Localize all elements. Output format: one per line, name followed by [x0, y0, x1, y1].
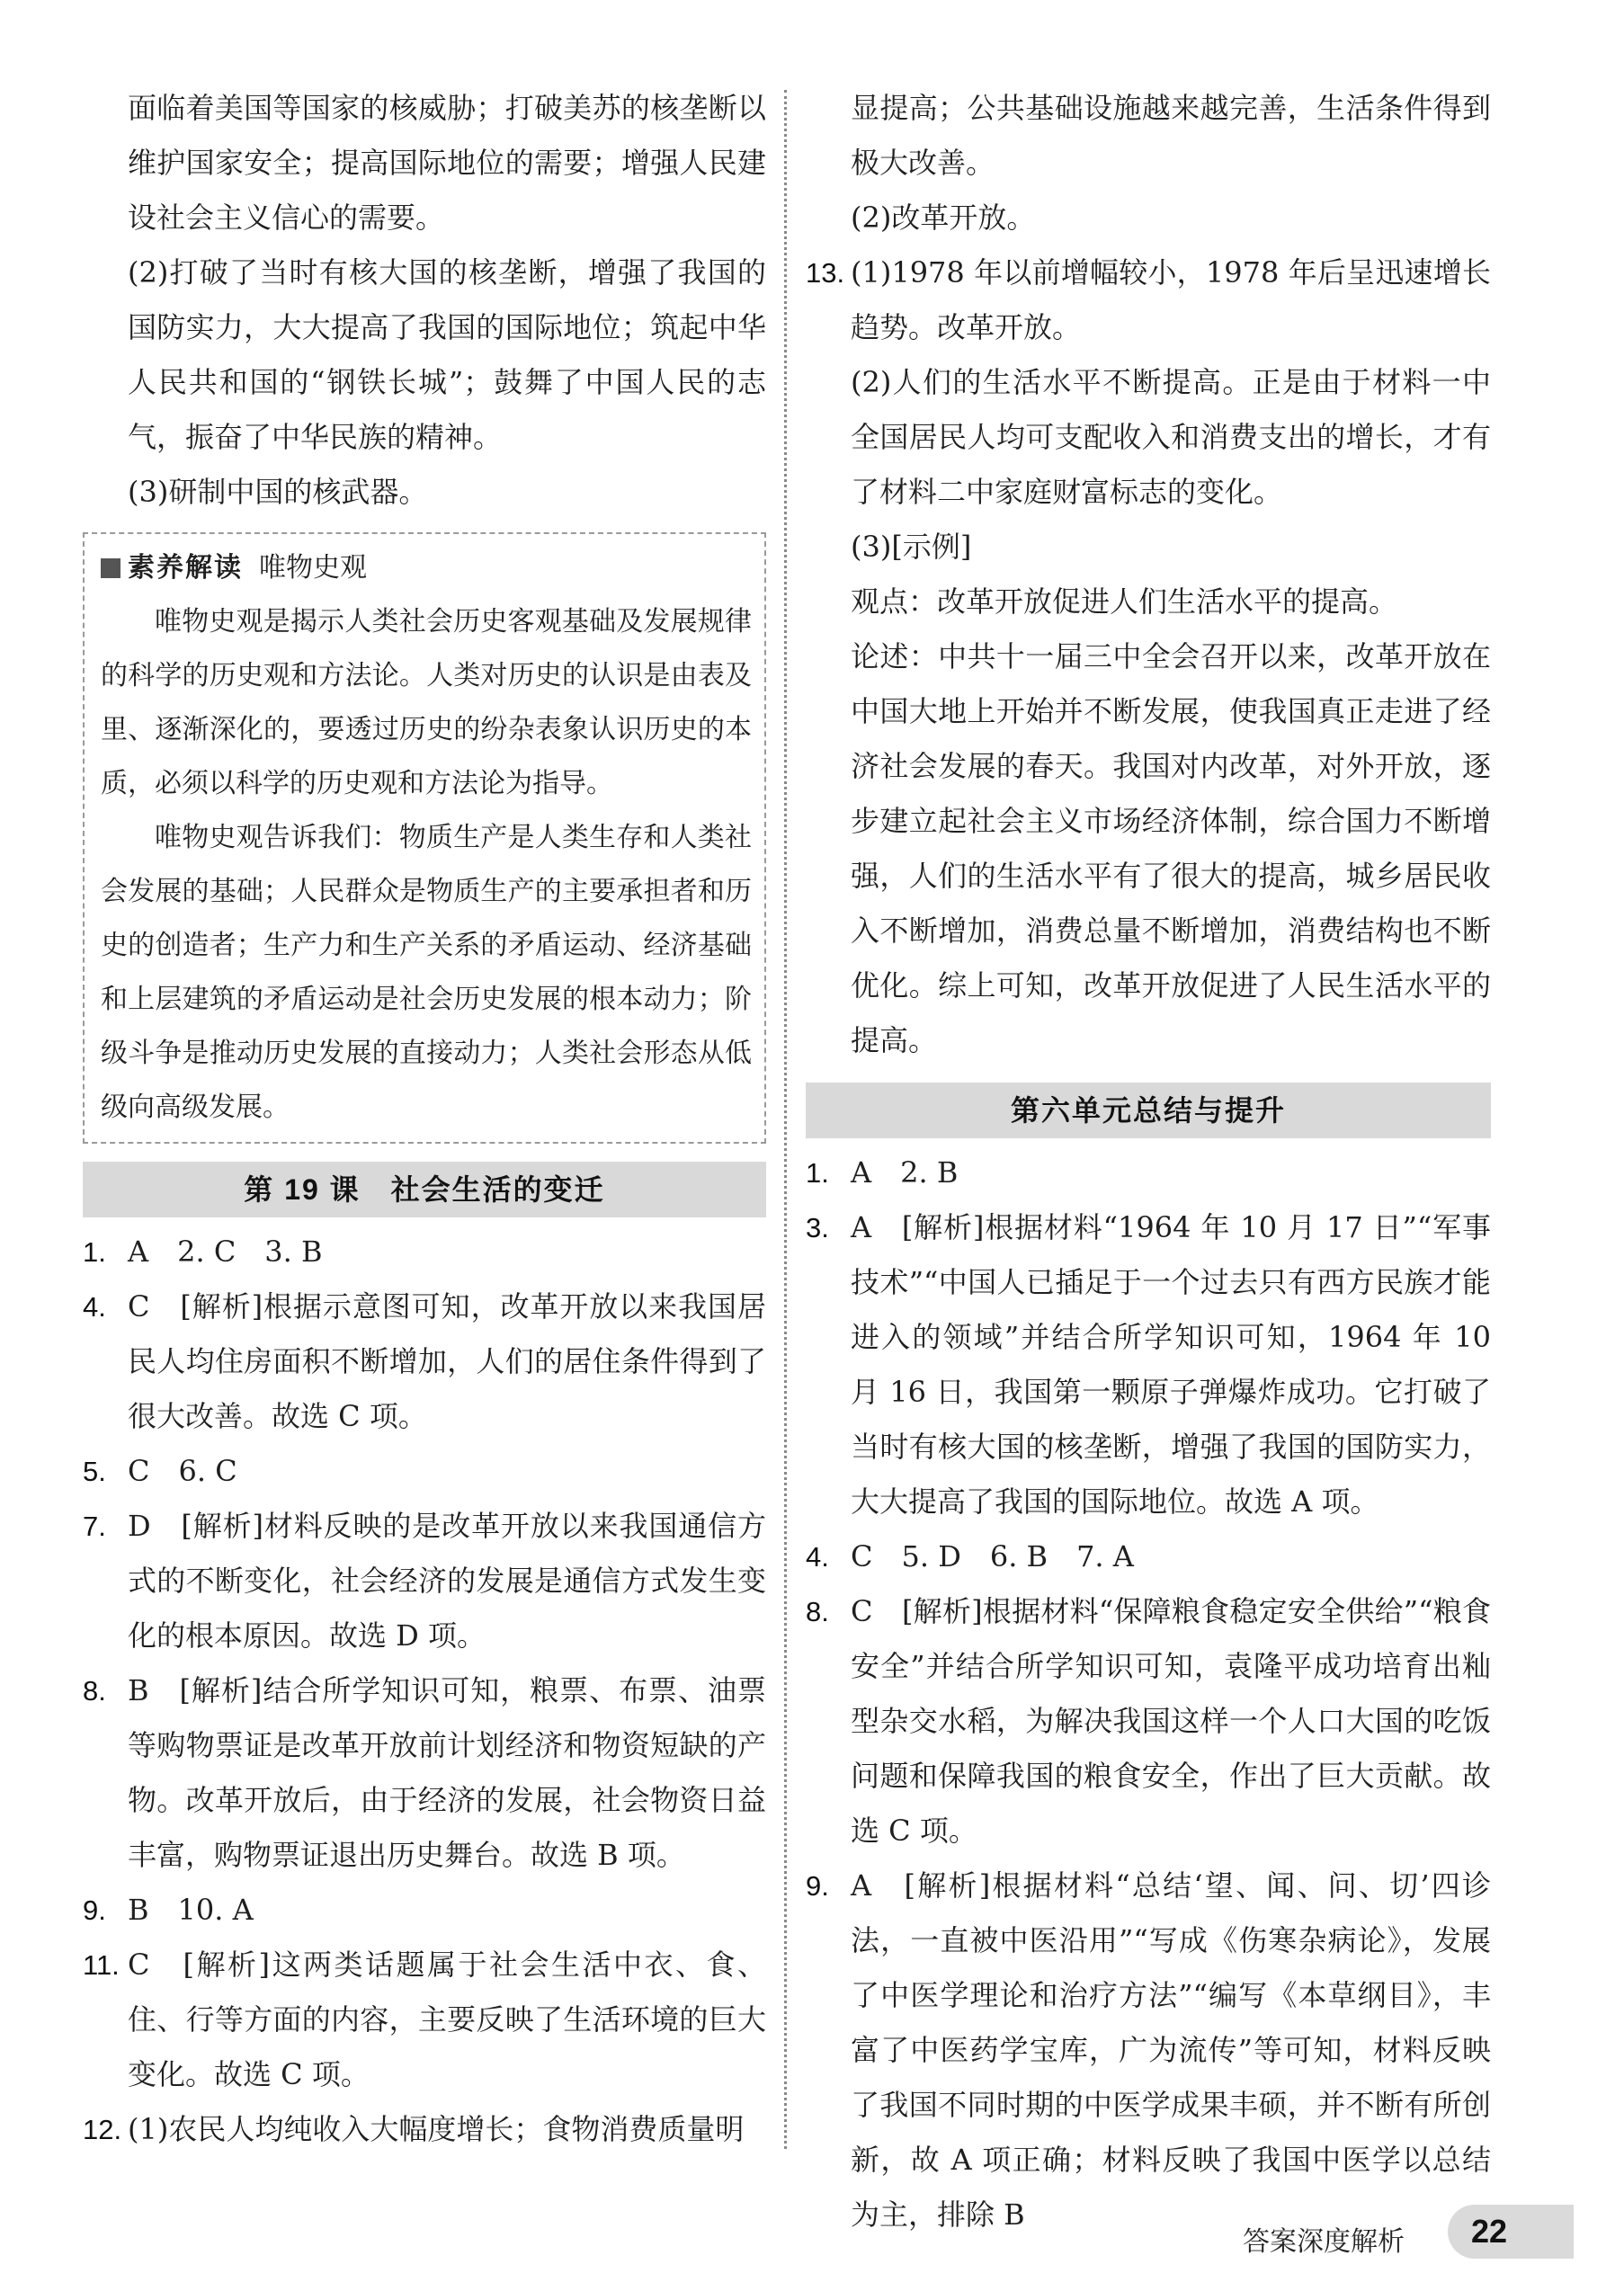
question-number: 3. — [806, 1212, 829, 1243]
answer-text: D [解析]材料反映的是改革开放以来我国通信方式的不断变化，社会经济的发展是通信方式发生变化的根本原因。故选 D 项。 — [128, 1509, 766, 1653]
answer-continuation-line: 面临着美国等国家的核威胁；打破美苏的核垄断以维护国家安全；提高国际地位的需要；增强人民建设社会主义信心的需要。 — [128, 91, 766, 235]
answer-item — [83, 2102, 766, 2157]
box-header — [101, 541, 752, 595]
answer-item — [83, 1499, 766, 1663]
answer-subpart: 观点：改革开放促进人们生活水平的提高。 — [851, 584, 1398, 619]
question-number: 11. — [83, 1949, 120, 1981]
question-number: 1. — [83, 1236, 106, 1268]
answer-item — [806, 1529, 1491, 1584]
question-number: 8. — [806, 1596, 829, 1627]
square-bullet-icon — [101, 558, 120, 578]
answer-item-13 — [806, 245, 1491, 355]
answer-text: C 5. D 6. B 7. A — [851, 1539, 1134, 1573]
answer-item — [83, 1883, 766, 1938]
answer-item — [806, 1145, 1491, 1200]
answer-item — [83, 1444, 766, 1499]
answer-item — [806, 1859, 1491, 2242]
question-number: 1. — [806, 1157, 829, 1189]
answer-item — [83, 1279, 766, 1444]
answer-continuation-line: (2)改革开放。 — [851, 201, 1036, 235]
answer-text: C [解析]根据材料“保障粮食稳定安全供给”“粮食安全”并结合所学知识可知，袁隆平成功培育出籼型杂交水稻，为解决我国这样一个人口大国的吃饭问题和保障我国的粮食安全，作出了巨大贡献。故选 C 项。 — [851, 1594, 1491, 1848]
question-number: 4. — [806, 1541, 829, 1573]
answer-text: B [解析]结合所学知识可知，粮票、布票、油票等购物票证是改革开放前计划经济和物资短缺的产物。改革开放后，由于经济的发展，社会物资日益丰富，购物票证退出历史舞台。故选 B 项。 — [128, 1673, 766, 1872]
question-number: 7. — [83, 1511, 106, 1542]
answer-text: A [解析]根据材料“1964 年 10 月 17 日”“军事技术”“中国人已插足于一个过去只有西方民族才能进入的领域”并结合所学知识可知，1964 年 10 月 16 日，我国第一颗原子弹爆炸成功。它打破了当时有核大国的核垄断，增强了我国的国防实力，大大提高了我国的国际地位。故选 A 项。 — [851, 1210, 1491, 1519]
answer-item — [806, 1200, 1491, 1529]
left-column — [83, 81, 766, 2157]
box-title: 唯物史观 — [259, 552, 367, 584]
box-paragraph: 唯物史观是揭示人类社会历史客观基础及发展规律的科学的历史观和方法论。人类对历史的认识是由表及里、逐渐深化的，要透过历史的纷杂表象认识历史的本质，必须以科学的历史观和方法论为指导。 — [101, 606, 752, 799]
answer-item — [83, 1938, 766, 2102]
right-column — [806, 81, 1491, 2242]
answer-text: C 6. C — [128, 1454, 237, 1488]
question-number: 13. — [806, 257, 845, 289]
section-title: 第六单元总结与提升 — [806, 1083, 1491, 1138]
answer-continuation-line: 显提高；公共基础设施越来越完善，生活条件得到极大改善。 — [851, 91, 1491, 180]
question-number: 9. — [806, 1870, 829, 1902]
section-title: 第 19 课 社会生活的变迁 — [83, 1162, 766, 1217]
answer-text: A [解析]根据材料“总结‘望、闻、问、切’四诊法，一直被中医沿用”“写成《伤寒杂病论》，发展了中医学理论和治疗方法”“编写《本草纲目》，丰富了中医药学宝库，广为流传”等可知，材料反映了我国不同时期的中医学成果丰硕，并不断有所创新，故 A 项正确；材料反映了我国中医学以总结为主，排除 B — [851, 1868, 1491, 2232]
answer-item — [83, 1225, 766, 1279]
box-paragraph: 唯物史观告诉我们：物质生产是人类生存和人类社会发展的基础；人民群众是物质生产的主要承担者和历史的创造者；生产力和生产关系的矛盾运动、经济基础和上层建筑的矛盾运动是社会历史发展的根本动力；阶级斗争是推动历史发展的直接动力；人类社会形态从低级向高级发展。 — [101, 822, 752, 1123]
question-number: 8. — [83, 1675, 106, 1707]
answer-text: (1)农民人均纯收入大幅度增长；食物消费质量明 — [128, 2112, 745, 2146]
answer-text: (1)1978 年以前增幅较小，1978 年后呈迅速增长趋势。改革开放。 — [851, 255, 1491, 344]
page-number: 22 — [1448, 2205, 1574, 2259]
literacy-interpretation-box — [83, 532, 766, 1144]
question-number: 9. — [83, 1894, 106, 1926]
answer-continuation-line: (2)打破了当时有核大国的核垄断，增强了我国的国防实力，大大提高了我国的国际地位；筑起中华人民共和国的“钢铁长城”；鼓舞了中国人民的志气，振奋了中华民族的精神。 — [128, 255, 766, 454]
question-number: 4. — [83, 1291, 106, 1323]
answer-subpart: 论述：中共十一届三中全会召开以来，改革开放在中国大地上开始并不断发展，使我国真正走进了经济社会发展的春天。我国对内改革，对外开放，逐步建立起社会主义市场经济体制，综合国力不断增强，人们的生活水平有了很大的提高，城乡居民收入不断增加，消费总量不断增加，消费结构也不断优化。综上可知，改革开放促进了人民生活水平的提高。 — [851, 639, 1491, 1057]
answer-text: A 2. C 3. B — [128, 1235, 323, 1269]
question-number: 12. — [83, 2114, 122, 2145]
answer-text: C [解析]根据示意图可知，改革开放以来我国居民人均住房面积不断增加，人们的居住条件得到了很大改善。故选 C 项。 — [128, 1289, 766, 1433]
box-label: 素养解读 — [128, 553, 243, 583]
answer-item — [806, 1584, 1491, 1859]
answer-text: A 2. B — [851, 1155, 959, 1190]
answer-text: C [解析]这两类话题属于社会生活中衣、食、住、行等方面的内容，主要反映了生活环境的巨大变化。故选 C 项。 — [128, 1948, 766, 2091]
footer-label: 答案深度解析 — [1243, 2227, 1405, 2257]
column-divider — [784, 90, 787, 2149]
answer-subpart: (2)人们的生活水平不断提高。正是由于材料一中全国居民人均可支配收入和消费支出的增长，才有了材料二中家庭财富标志的变化。 — [851, 365, 1491, 509]
answer-item — [83, 1663, 766, 1883]
answer-text: B 10. A — [128, 1893, 254, 1927]
question-number: 5. — [83, 1456, 106, 1487]
answer-continuation-line: (3)研制中国的核武器。 — [128, 475, 428, 509]
answer-subpart: (3)[示例] — [851, 530, 972, 564]
